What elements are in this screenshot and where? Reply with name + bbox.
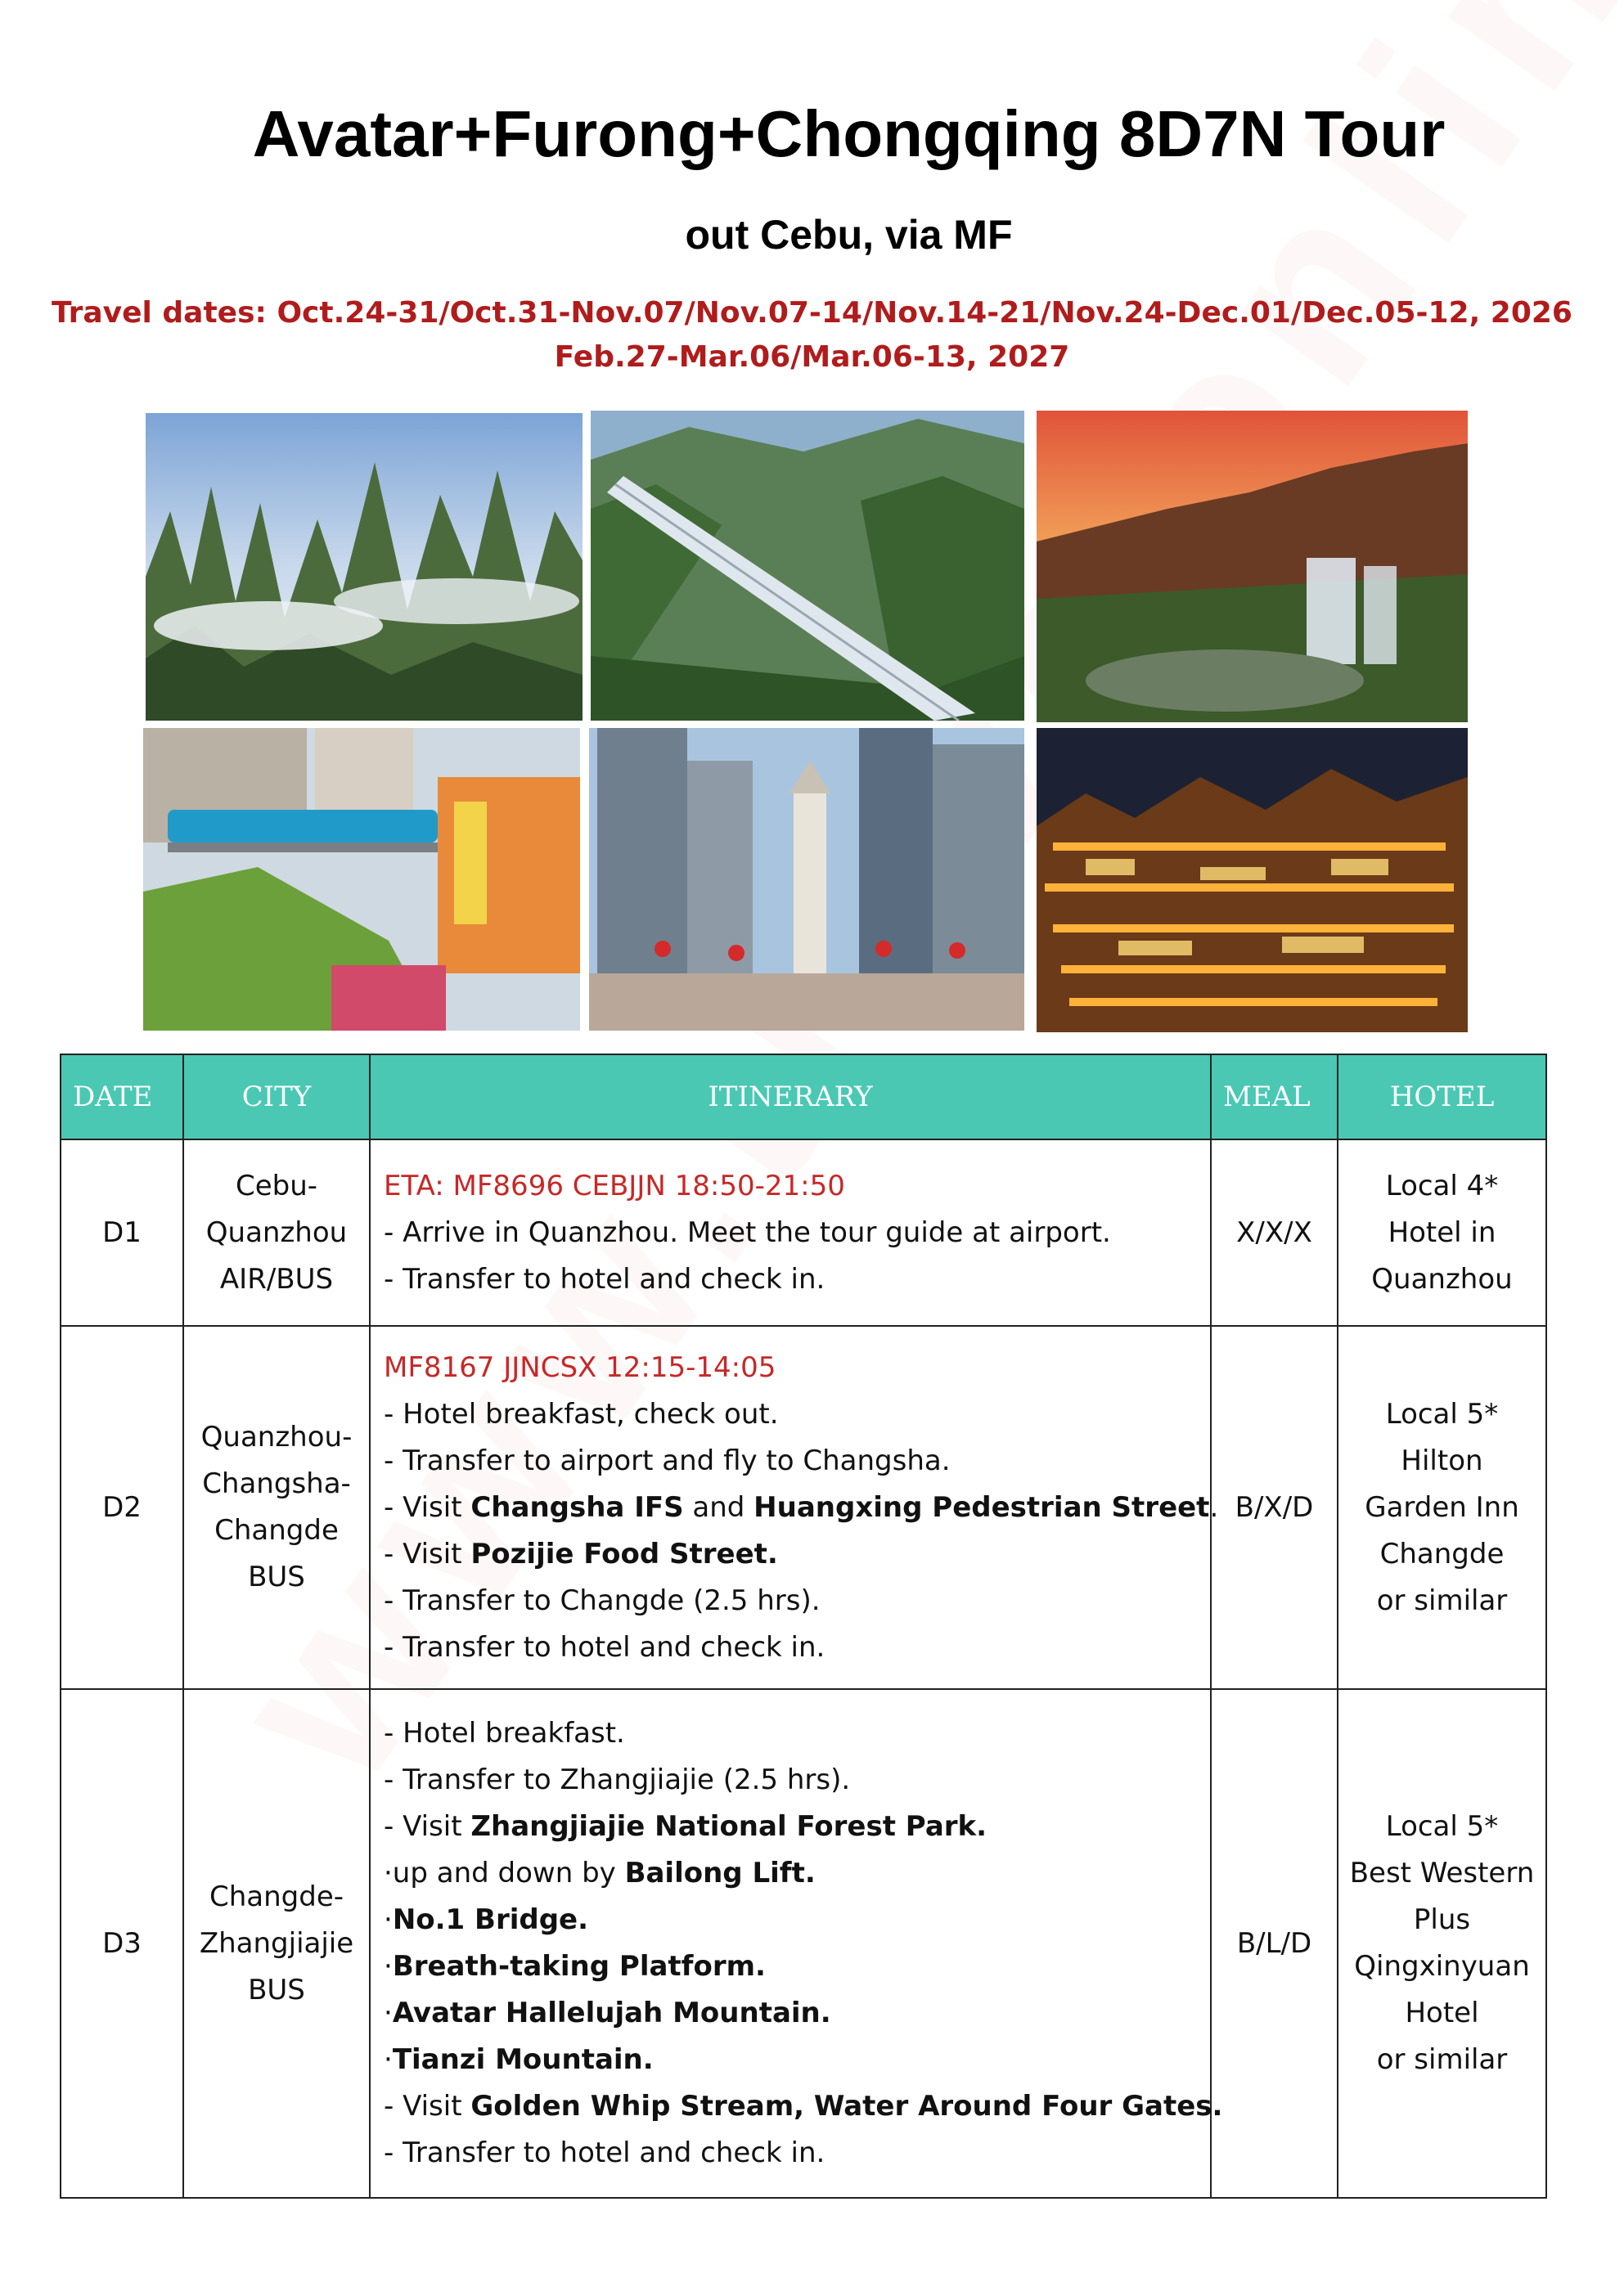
hotel-line: Local 4* xyxy=(1385,1169,1499,1202)
cell-meal: B/X/D xyxy=(1211,1326,1338,1689)
header-meal: MEAL xyxy=(1211,1054,1338,1139)
city-line: Quanzhou- xyxy=(200,1421,353,1454)
flight-info: MF8167 JJNCSX 12:15-14:05 xyxy=(384,1350,776,1384)
itinerary-line: - Transfer to Changde (2.5 hrs). xyxy=(384,1584,821,1617)
photo-hongyadong-night xyxy=(1037,728,1468,1032)
photo-zhangjiajie-pillars xyxy=(146,413,583,721)
cell-itinerary xyxy=(370,1139,1211,1326)
cell-itinerary xyxy=(370,1326,1219,1689)
table-body xyxy=(61,1139,1546,2198)
header-city: CITY xyxy=(183,1054,370,1139)
itinerary-line: ·Breath-taking Platform. xyxy=(384,1950,766,1983)
cell-city xyxy=(183,1139,370,1326)
hotel-line: Plus xyxy=(1413,1903,1471,1936)
cell-itinerary xyxy=(370,1689,1223,2198)
table-row xyxy=(61,1326,1546,1689)
itinerary-line: ·No.1 Bridge. xyxy=(384,1903,589,1936)
hotel-line: Qingxinyuan xyxy=(1354,1950,1530,1983)
header-itinerary: ITINERARY xyxy=(370,1054,1211,1139)
cell-city xyxy=(183,1689,370,2198)
photo-monorail-building xyxy=(143,728,580,1031)
page-title: Avatar+Furong+Chongqing 8D7N Tour xyxy=(252,97,1446,170)
itinerary-line: - Transfer to airport and fly to Changsha. xyxy=(384,1444,951,1477)
city-line: BUS xyxy=(248,1973,305,2006)
header-date: DATE xyxy=(61,1054,183,1139)
itinerary-line: - Transfer to hotel and check in. xyxy=(384,1262,825,1296)
city-line: Changde- xyxy=(209,1880,344,1913)
table-row xyxy=(61,1689,1546,2198)
itinerary-table xyxy=(60,1054,1547,2199)
itinerary-line: - Transfer to hotel and check in. xyxy=(384,2136,825,2169)
photo-liberation-monument xyxy=(589,728,1024,1031)
itinerary-line: - Transfer to hotel and check in. xyxy=(384,1630,825,1664)
table-row xyxy=(61,1139,1546,1326)
city-line: BUS xyxy=(248,1561,305,1593)
header-hotel: HOTEL xyxy=(1338,1054,1546,1139)
city-line: Zhangjiajie xyxy=(199,1926,354,1960)
itinerary-line: - Arrive in Quanzhou. Meet the tour guide at airport. xyxy=(384,1215,1111,1249)
cell-meal: B/L/D xyxy=(1211,1689,1338,2198)
page-subtitle: out Cebu, via MF xyxy=(685,212,1013,258)
cell-hotel xyxy=(1338,1326,1546,1689)
itinerary-line: - Hotel breakfast, check out. xyxy=(384,1397,779,1431)
itinerary-line: ·Avatar Hallelujah Mountain. xyxy=(384,1997,831,2029)
hotel-line: Local 5* xyxy=(1385,1810,1499,1843)
hotel-line: Local 5* xyxy=(1385,1397,1499,1431)
travel-dates-line-1: Travel dates: Oct.24-31/Oct.31-Nov.07/Nov.07-14/Nov.14-21/Nov.24-Dec.01/Dec.05-12, 2026 xyxy=(52,296,1572,330)
photo-glass-bridge xyxy=(591,411,1024,721)
city-line: AIR/BUS xyxy=(219,1262,334,1296)
itinerary-line: ·up and down by Bailong Lift. xyxy=(384,1857,816,1889)
city-line: Changsha- xyxy=(202,1467,351,1500)
itinerary-line: - Transfer to Zhangjiajie (2.5 hrs). xyxy=(384,1764,851,1796)
city-line: Cebu- xyxy=(235,1169,318,1202)
travel-dates-line-2: Feb.27-Mar.06/Mar.06-13, 2027 xyxy=(554,340,1070,374)
cell-date: D3 xyxy=(61,1689,183,2198)
itinerary-line: - Visit Changsha IFS and Huangxing Pedestrian Street. xyxy=(384,1490,1219,1524)
hotel-line: or similar xyxy=(1376,1584,1508,1617)
itinerary-line: - Visit Golden Whip Stream, Water Around Four Gates. xyxy=(384,2090,1223,2123)
cell-meal: X/X/X xyxy=(1211,1139,1338,1326)
cell-hotel xyxy=(1338,1139,1546,1326)
itinerary-line: ·Tianzi Mountain. xyxy=(384,2043,654,2076)
hotel-line: Changde xyxy=(1379,1537,1505,1570)
hotel-line: or similar xyxy=(1376,2043,1508,2076)
hotel-line: Best Western xyxy=(1349,1857,1535,1889)
cell-date: D1 xyxy=(61,1139,183,1326)
table-header-row xyxy=(61,1054,1546,1139)
itinerary-line: - Visit Zhangjiajie National Forest Park. xyxy=(384,1810,987,1843)
cell-hotel xyxy=(1338,1689,1546,2198)
itinerary-line: - Hotel breakfast. xyxy=(384,1717,625,1750)
itinerary-line: - Visit Pozijie Food Street. xyxy=(384,1537,778,1570)
hotel-line: Hilton xyxy=(1401,1444,1483,1477)
travel-dates xyxy=(0,291,1624,380)
hotel-line: Garden Inn xyxy=(1365,1490,1519,1524)
hotel-line: Hotel xyxy=(1405,1997,1479,2029)
hotel-line: Quanzhou xyxy=(1371,1262,1513,1296)
hotel-line: Hotel in xyxy=(1388,1215,1496,1249)
city-line: Quanzhou xyxy=(205,1215,348,1249)
city-line: Changde xyxy=(214,1514,339,1547)
photo-furong-waterfall xyxy=(1037,411,1468,722)
cell-date: D2 xyxy=(61,1326,183,1689)
cell-city xyxy=(183,1326,370,1689)
flight-info: ETA: MF8696 CEBJJN 18:50-21:50 xyxy=(384,1169,845,1202)
